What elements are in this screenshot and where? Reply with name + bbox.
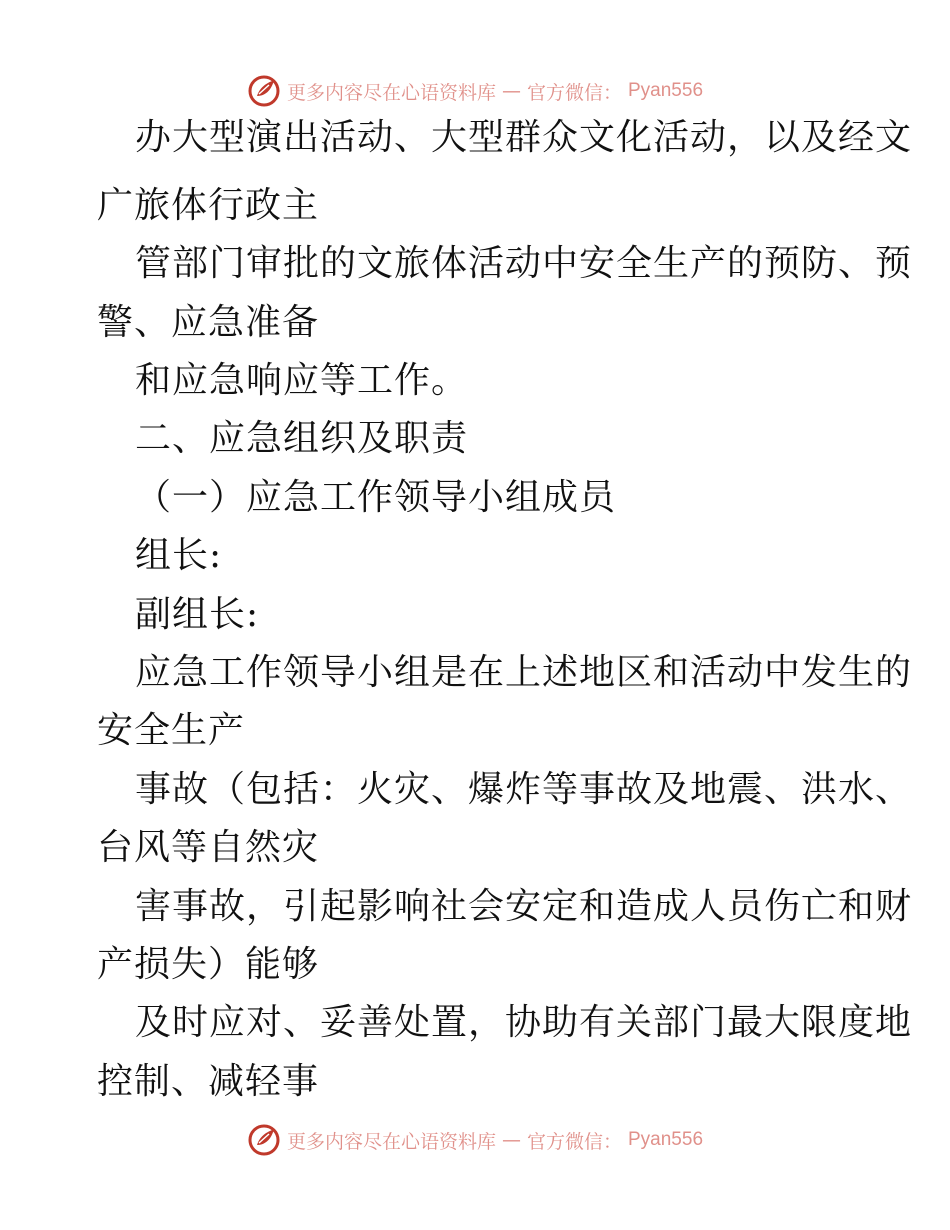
body-line: 安全生产: [97, 710, 246, 751]
watermark-dash: —: [501, 80, 521, 102]
body-line: 和应急响应等工作。: [135, 360, 469, 401]
watermark-suffix: 官方微信：: [526, 1130, 622, 1153]
watermark-text: 更多内容尽在心语资料库: [286, 1130, 496, 1153]
body-line: 广旅体行政主: [97, 185, 320, 226]
body-line: 产损失）能够: [97, 944, 320, 985]
body-line: 害事故，引起影响社会安定和造成人员伤亡和财: [135, 886, 913, 927]
subsection-heading: （一）应急工作领导小组成员: [135, 477, 617, 518]
body-line: 应急工作领导小组是在上述地区和活动中发生的: [135, 652, 913, 693]
watermark-id: Pyan556: [628, 80, 704, 101]
body-line: 副组长:: [135, 594, 260, 635]
leaf-logo-icon: [247, 1123, 281, 1157]
section-heading: 二、应急组织及职责: [135, 418, 469, 459]
watermark-dash: —: [501, 1129, 521, 1151]
watermark-text: 更多内容尽在心语资料库: [286, 81, 496, 104]
body-line: 组长:: [135, 535, 223, 576]
watermark-suffix: 官方微信：: [526, 81, 622, 104]
body-line: 警、应急准备: [97, 302, 320, 343]
body-line: 控制、减轻事: [97, 1061, 320, 1102]
body-line: 台风等自然灾: [97, 827, 320, 868]
leaf-logo-icon: [247, 74, 281, 108]
header-watermark: [0, 71, 950, 111]
watermark-id: Pyan556: [628, 1129, 704, 1150]
body-line: 及时应对、妥善处置，协助有关部门最大限度地: [135, 1002, 913, 1043]
body-line: 事故（包括：火灾、爆炸等事故及地震、洪水、: [135, 769, 913, 810]
footer-watermark: [0, 1120, 950, 1160]
body-line: 管部门审批的文旅体活动中安全生产的预防、预: [135, 243, 913, 284]
body-line: 办大型演出活动、大型群众文化活动，以及经文: [135, 117, 913, 158]
